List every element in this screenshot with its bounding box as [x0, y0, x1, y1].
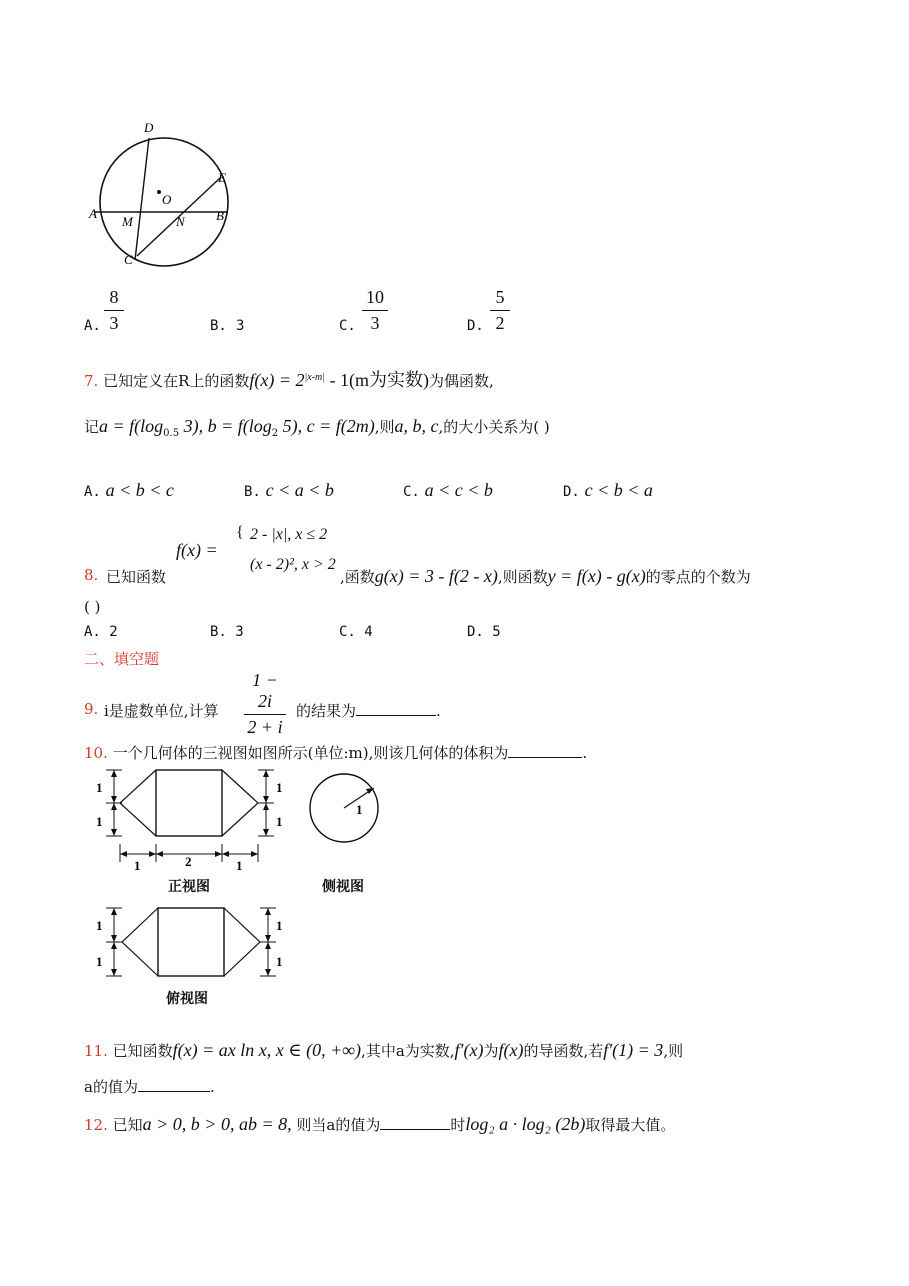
q7-line2-prefix: 记: [84, 418, 100, 436]
q9-numerator: 1 − 2i: [252, 670, 278, 711]
q7-option-c: [403, 480, 493, 501]
circle-geometry-figure: [86, 118, 246, 268]
q8-text-c: ,则函数: [497, 568, 548, 586]
q6-c-denominator: 3: [370, 313, 380, 333]
q7-line2-sub1: 0.5: [163, 428, 180, 439]
q9-number: 9.: [84, 700, 99, 718]
front-view-figure: [90, 764, 290, 874]
q8-line1-rest: [340, 566, 751, 587]
q8-option-d-letter: D.: [467, 624, 484, 640]
q8-option-b: [210, 624, 244, 640]
q8-paren: ( ): [84, 598, 101, 616]
q8-brace-top: {: [236, 524, 244, 541]
q9-answer-blank[interactable]: [356, 701, 436, 716]
q8-f-lhs: f(x) =: [176, 540, 218, 560]
q8-case2: (x - 2)², x > 2: [250, 556, 336, 573]
q6-d-denominator: 2: [495, 313, 505, 333]
q10-number: 10.: [84, 744, 108, 762]
q7-option-a-expr: a < b < c: [105, 480, 174, 500]
front-dim-right-bottom: 1: [276, 814, 283, 829]
q12-text-c: 时: [450, 1116, 466, 1134]
q7-option-c-expr: a < c < b: [424, 480, 493, 500]
q9-text-a: i是虚数单位,计算: [104, 702, 219, 720]
q7-option-d-letter: D.: [563, 484, 580, 500]
q7-line2: [84, 416, 550, 439]
side-dim-radius: 1: [356, 802, 363, 817]
q12-cond: a > 0, b > 0, ab = 8,: [142, 1114, 292, 1134]
q8-option-b-letter: B.: [210, 624, 227, 640]
q12-text-a: 已知: [112, 1116, 143, 1134]
top-dim-left-top: 1: [96, 918, 103, 933]
q10-text: 一个几何体的三视图如图所示(单位:m),则该几何体的体积为: [112, 744, 509, 762]
q7-line2-formula2: 3), b = f(log: [179, 416, 272, 436]
q10-end: .: [582, 744, 588, 762]
q7-line2-mid: ,则: [374, 418, 395, 436]
q7-line2-suffix: ,的大小关系为( ): [438, 418, 550, 436]
q12-answer-blank[interactable]: [380, 1115, 450, 1130]
q7-option-d: [563, 480, 653, 501]
q6-option-a-fraction: [104, 287, 124, 334]
q10-line: [84, 742, 587, 763]
front-view-caption: 正视图: [168, 879, 210, 895]
q7-formula-exp: |x-m|: [304, 372, 326, 383]
q11-number: 11.: [84, 1042, 108, 1060]
q7-number: 7.: [84, 372, 99, 390]
q8-case1: 2 - |x|, x ≤ 2: [250, 526, 328, 543]
q6-option-d-fraction: [490, 287, 510, 334]
q11-text-e: ,则: [663, 1042, 684, 1060]
q7-line2-vars: a, b, c: [394, 416, 439, 436]
q11-cond: f′(1) = 3: [603, 1040, 664, 1060]
q7-option-d-expr: c < b < a: [584, 480, 653, 500]
q11-text-a: 已知函数: [112, 1042, 173, 1060]
q12-text-b: 则当a的值为: [296, 1116, 381, 1134]
q7-formula-rest: - 1(m为实数): [325, 370, 429, 390]
top-dim-right-bottom: 1: [276, 954, 283, 969]
front-dim-left-top: 1: [96, 780, 103, 795]
q11-line2: [84, 1076, 215, 1097]
q11-line2-text: a的值为: [84, 1078, 138, 1096]
q8-option-d: [467, 624, 501, 640]
q8-g-expr: g(x) = 3 - f(2 - x): [374, 566, 498, 586]
side-view-figure: [306, 770, 386, 846]
q12-number: 12.: [84, 1116, 108, 1134]
q8-text-b: ,函数: [340, 568, 375, 586]
q11-fp-expr: f′(x): [454, 1040, 484, 1060]
q6-option-b-letter: B.: [210, 318, 227, 334]
q11-f-short: f(x): [498, 1040, 524, 1060]
q11-line1: [84, 1040, 683, 1061]
q12-text-d: 取得最大值。: [585, 1116, 676, 1134]
label-a: A: [89, 206, 97, 221]
label-e: E: [218, 170, 226, 185]
q10-answer-blank[interactable]: [508, 743, 582, 758]
q9-end: .: [436, 702, 441, 720]
label-n: N: [176, 214, 185, 229]
q8-text-d: 的零点的个数为: [645, 568, 751, 586]
q7-option-a-letter: A.: [84, 484, 101, 500]
label-m: M: [122, 214, 133, 229]
q11-text-d: 的导函数,若: [523, 1042, 604, 1060]
front-dim-bottom-right: 1: [236, 858, 243, 873]
q9-fraction: [244, 670, 286, 738]
q8-option-a: [84, 624, 118, 640]
top-dim-right-top: 1: [276, 918, 283, 933]
q6-option-d-letter: D.: [467, 318, 484, 334]
q6-option-c-fraction: [362, 287, 388, 334]
q8-number: 8.: [84, 566, 99, 584]
q7-line2-formula3: 5), c = f(2m): [278, 416, 375, 436]
q7-option-b: [244, 480, 334, 501]
q9-denominator: 2 + i: [247, 717, 283, 737]
front-dim-right-top: 1: [276, 780, 283, 795]
q7-option-c-letter: C.: [403, 484, 420, 500]
q7-text-a: 已知定义在R上的函数: [103, 372, 250, 390]
q6-option-c-letter: C.: [339, 318, 356, 334]
q11-f-expr: f(x) = ax ln x, x ∈ (0, +∞): [172, 1040, 362, 1060]
q9-tail: [296, 700, 441, 721]
front-dim-left-bottom: 1: [96, 814, 103, 829]
q8-option-d-value: 5: [492, 624, 501, 640]
q8-option-a-letter: A.: [84, 624, 101, 640]
q11-answer-blank[interactable]: [138, 1077, 210, 1092]
label-b: B: [216, 208, 224, 223]
q7-line2-formula: a = f(log: [99, 416, 164, 436]
q7-line1: [84, 366, 494, 392]
q7-formula-a: f(x) = 2: [249, 370, 305, 390]
q7-option-b-letter: B.: [244, 484, 261, 500]
q6-option-b-value: 3: [236, 318, 245, 334]
q11-end: .: [209, 1078, 215, 1096]
q8-option-c-value: 4: [364, 624, 373, 640]
q8-option-c-letter: C.: [339, 624, 356, 640]
side-view-caption: 侧视图: [322, 879, 364, 895]
q11-text-c: 为: [483, 1042, 499, 1060]
top-view-figure: [90, 904, 290, 984]
q6-c-numerator: 10: [366, 287, 384, 307]
q12-expr: log₂ a · log₂ (2b): [465, 1114, 586, 1134]
q6-option-a-letter: A.: [84, 318, 101, 334]
q11-text-b: ,其中a为实数,: [361, 1042, 455, 1060]
q7-line2-sub2: 2: [271, 428, 279, 439]
section-title-fill-blanks: 二、填空题: [84, 650, 160, 668]
q8-text-a: 已知函数: [106, 568, 167, 586]
q6-d-numerator: 5: [495, 287, 505, 307]
front-dim-bottom-mid: 2: [185, 854, 192, 869]
q7-text-b: 为偶函数,: [429, 372, 494, 390]
q9-text-b: 的结果为: [296, 702, 357, 720]
q8-y-expr: y = f(x) - g(x): [547, 566, 646, 586]
q8-option-c: [339, 624, 373, 640]
q8-option-b-value: 3: [235, 624, 244, 640]
q7-option-a: [84, 480, 174, 501]
q12-line: [84, 1114, 675, 1135]
q8-option-a-value: 2: [109, 624, 118, 640]
q6-a-denominator: 3: [109, 313, 119, 333]
label-d: D: [144, 120, 154, 135]
q7-option-b-expr: c < a < b: [265, 480, 334, 500]
label-c: C: [124, 252, 133, 267]
front-dim-bottom-left: 1: [134, 858, 141, 873]
top-view-caption: 俯视图: [166, 991, 208, 1007]
label-o: O: [162, 192, 172, 207]
top-dim-left-bottom: 1: [96, 954, 103, 969]
q6-a-numerator: 8: [109, 287, 119, 307]
